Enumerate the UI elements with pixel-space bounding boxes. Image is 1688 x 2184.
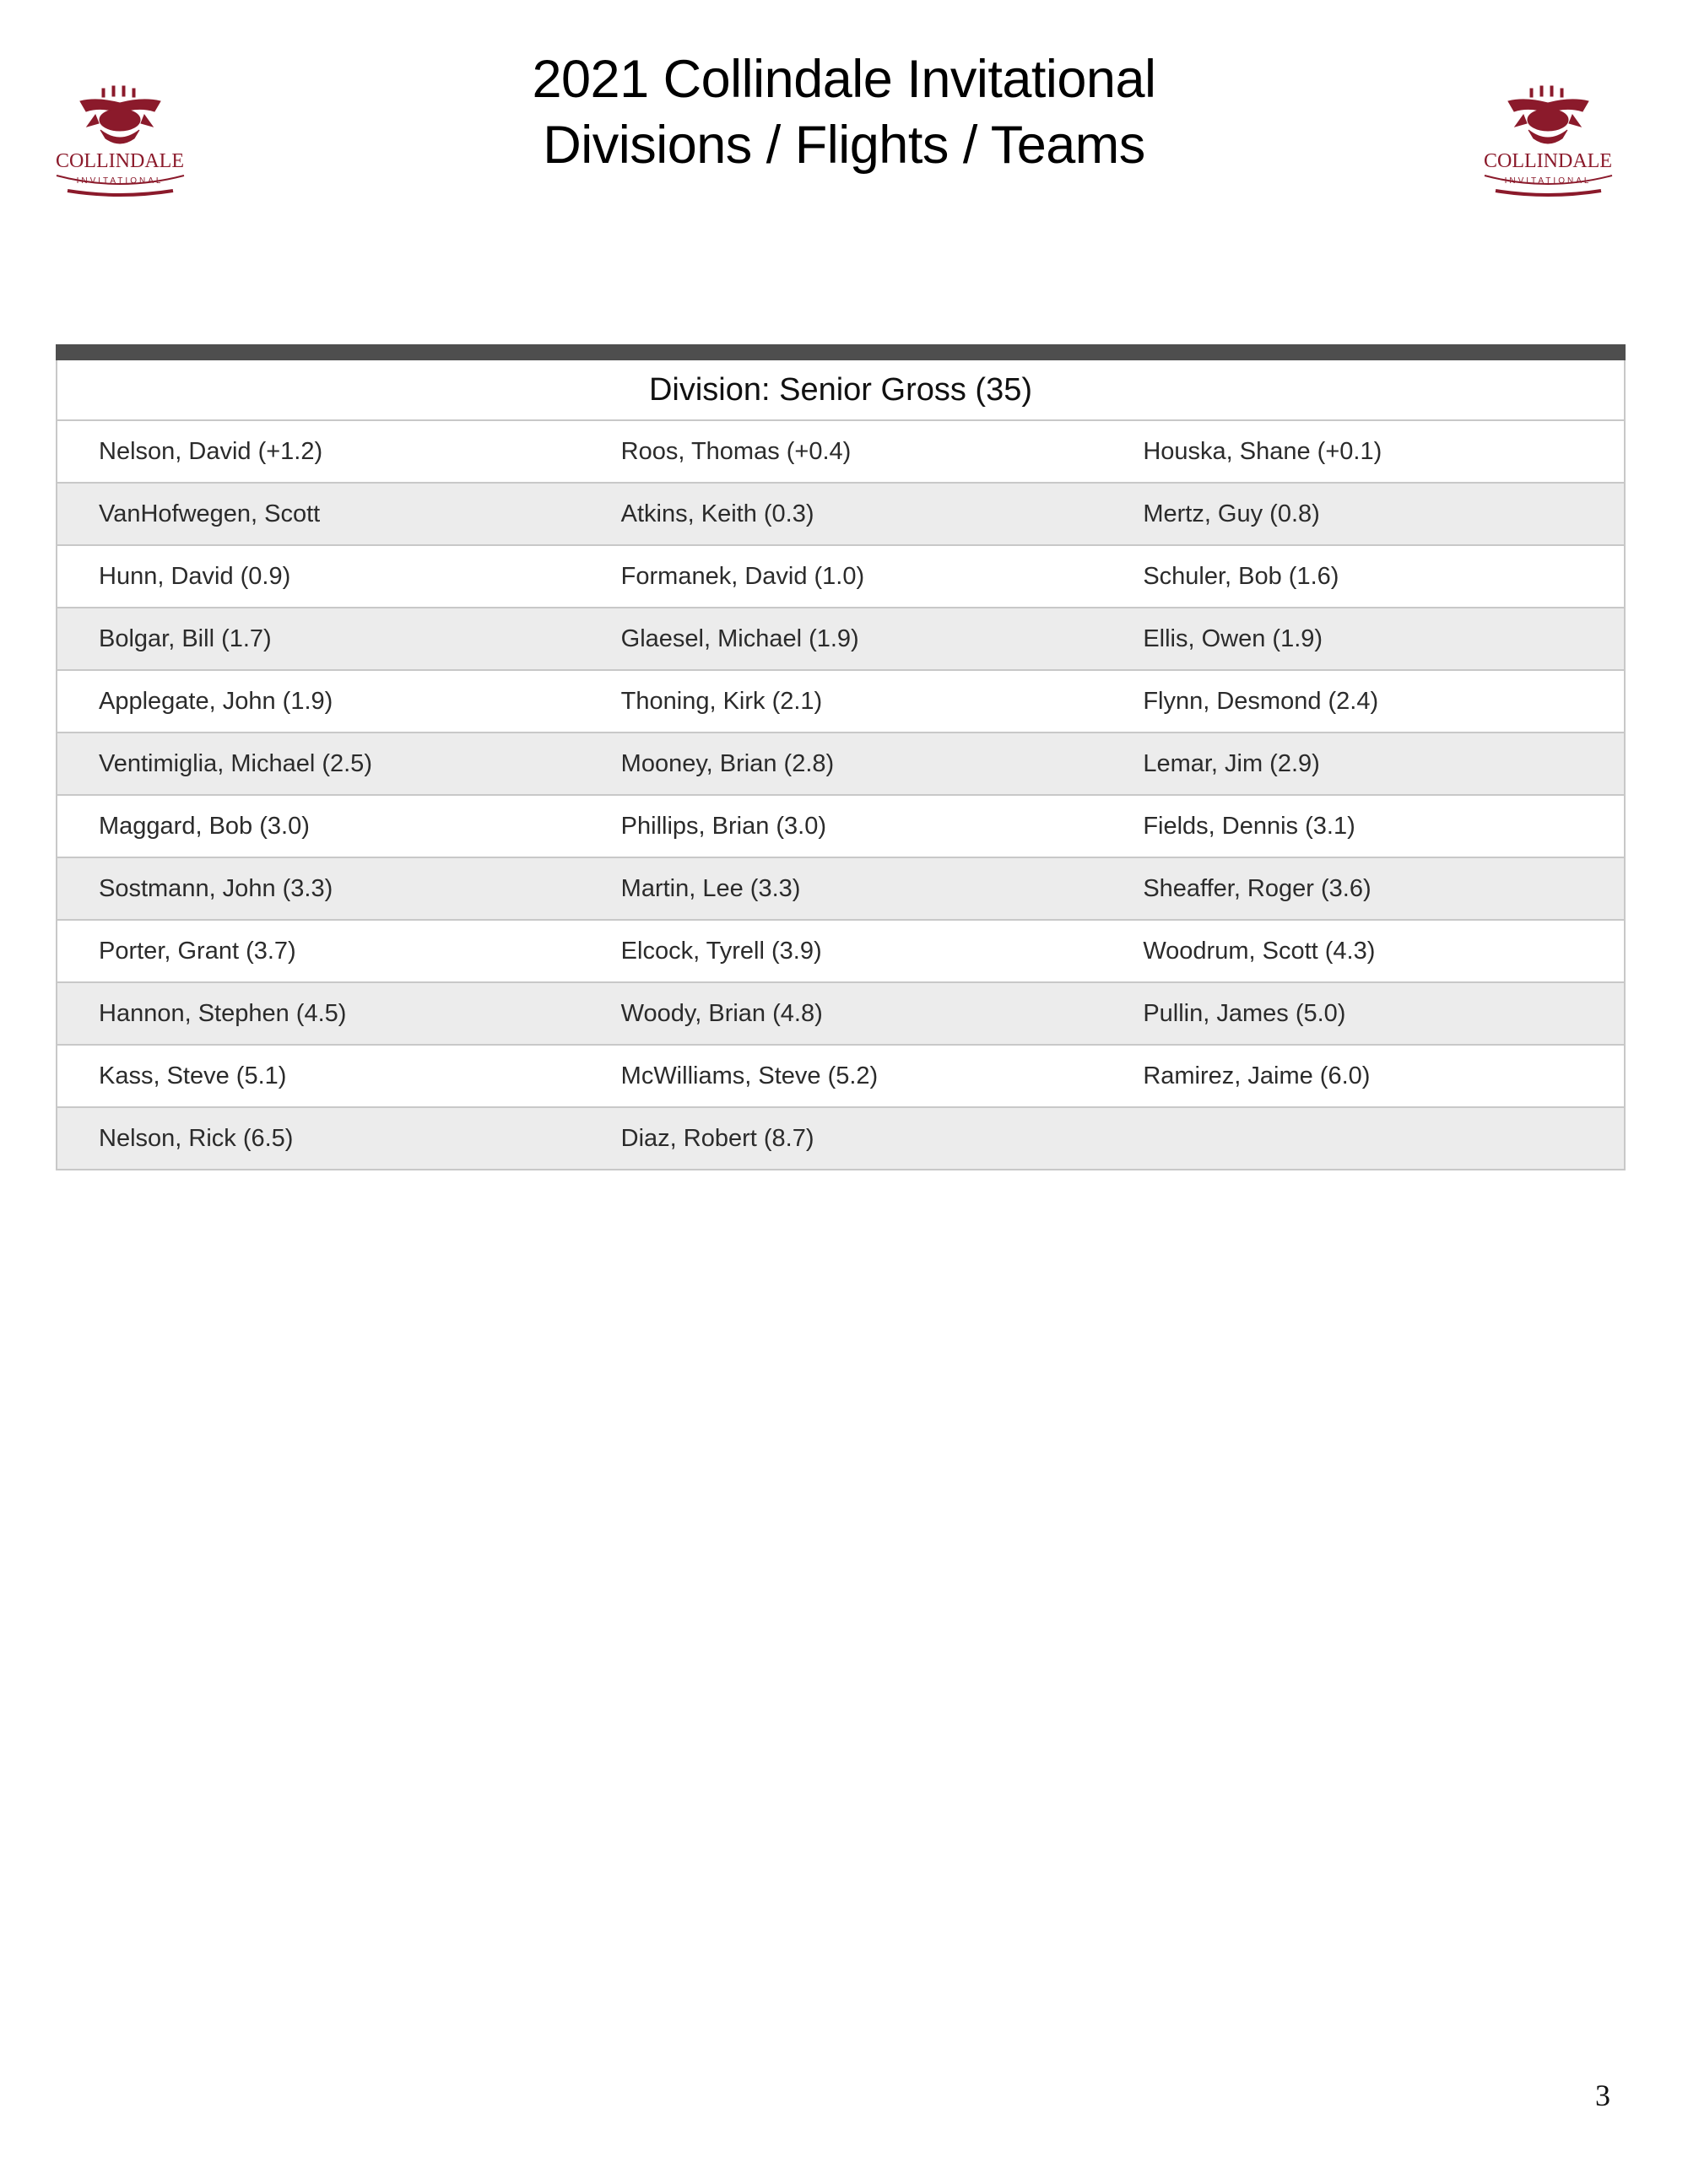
player-cell: Schuler, Bob (1.6) <box>1143 562 1339 590</box>
player-cell: Nelson, David (+1.2) <box>99 437 323 465</box>
table-row <box>57 484 1624 546</box>
player-cell: Hunn, David (0.9) <box>99 562 291 590</box>
page-title <box>422 46 1266 178</box>
collindale-logo-right <box>1474 51 1622 232</box>
table-row <box>57 921 1624 983</box>
table-row <box>57 1108 1624 1169</box>
table-row <box>57 546 1624 608</box>
table-row <box>57 1046 1624 1108</box>
player-cell: Ellis, Owen (1.9) <box>1143 624 1323 652</box>
collindale-logo-left <box>46 51 194 232</box>
player-cell: Houska, Shane (+0.1) <box>1143 437 1382 465</box>
player-cell: Phillips, Brian (3.0) <box>620 812 827 840</box>
division-header-bar <box>56 344 1626 360</box>
player-cell: Applegate, John (1.9) <box>99 687 333 715</box>
player-cell: Martin, Lee (3.3) <box>620 874 801 902</box>
player-cell: Ramirez, Jaime (6.0) <box>1143 1062 1371 1089</box>
player-cell: Hannon, Stephen (4.5) <box>99 999 347 1027</box>
table-row <box>57 608 1624 671</box>
svg-text:INVITATIONAL: INVITATIONAL <box>76 176 164 186</box>
player-cell: Roos, Thomas (+0.4) <box>620 437 852 465</box>
player-cell: Flynn, Desmond (2.4) <box>1143 687 1379 715</box>
player-cell: Woodrum, Scott (4.3) <box>1143 937 1376 965</box>
svg-text:COLLINDALE: COLLINDALE <box>1484 150 1612 172</box>
table-row <box>57 983 1624 1046</box>
player-cell: VanHofwegen, Scott <box>99 500 321 527</box>
player-cell: Sostmann, John (3.3) <box>99 874 333 902</box>
player-cell: Kass, Steve (5.1) <box>99 1062 287 1089</box>
svg-text:COLLINDALE: COLLINDALE <box>56 150 184 172</box>
player-cell: Woody, Brian (4.8) <box>620 999 823 1027</box>
player-cell: Fields, Dennis (3.1) <box>1143 812 1355 840</box>
player-cell: Maggard, Bob (3.0) <box>99 812 310 840</box>
player-cell: McWilliams, Steve (5.2) <box>620 1062 879 1089</box>
table-row <box>57 671 1624 733</box>
title-line-1: 2021 Collindale Invitational <box>532 50 1156 109</box>
player-cell: Formanek, David (1.0) <box>620 562 865 590</box>
player-cell: Sheaffer, Roger (3.6) <box>1143 874 1372 902</box>
title-line-2: Divisions / Flights / Teams <box>543 116 1145 175</box>
player-cell: Ventimiglia, Michael (2.5) <box>99 749 372 777</box>
svg-text:INVITATIONAL: INVITATIONAL <box>1504 176 1592 186</box>
division-rows <box>57 421 1624 1169</box>
division-table <box>56 344 1626 1170</box>
player-cell: Lemar, Jim (2.9) <box>1143 749 1320 777</box>
table-row <box>57 858 1624 921</box>
table-row <box>57 421 1624 484</box>
player-cell: Mooney, Brian (2.8) <box>620 749 835 777</box>
player-cell: Nelson, Rick (6.5) <box>99 1124 294 1152</box>
player-cell: Thoning, Kirk (2.1) <box>620 687 823 715</box>
player-cell: Glaesel, Michael (1.9) <box>620 624 859 652</box>
page-number: 3 <box>1595 2079 1610 2112</box>
table-row <box>57 733 1624 796</box>
division-title: Division: Senior Gross (35) <box>57 360 1624 421</box>
collindale-crest-icon <box>46 51 194 232</box>
player-cell: Pullin, James (5.0) <box>1143 999 1346 1027</box>
player-cell: Porter, Grant (3.7) <box>99 937 296 965</box>
player-cell: Bolgar, Bill (1.7) <box>99 624 272 652</box>
player-cell: Atkins, Keith (0.3) <box>620 500 814 527</box>
player-cell: Elcock, Tyrell (3.9) <box>620 937 822 965</box>
collindale-crest-icon <box>1474 51 1622 232</box>
player-cell: Diaz, Robert (8.7) <box>620 1124 814 1152</box>
player-cell: Mertz, Guy (0.8) <box>1143 500 1320 527</box>
table-row <box>57 796 1624 858</box>
